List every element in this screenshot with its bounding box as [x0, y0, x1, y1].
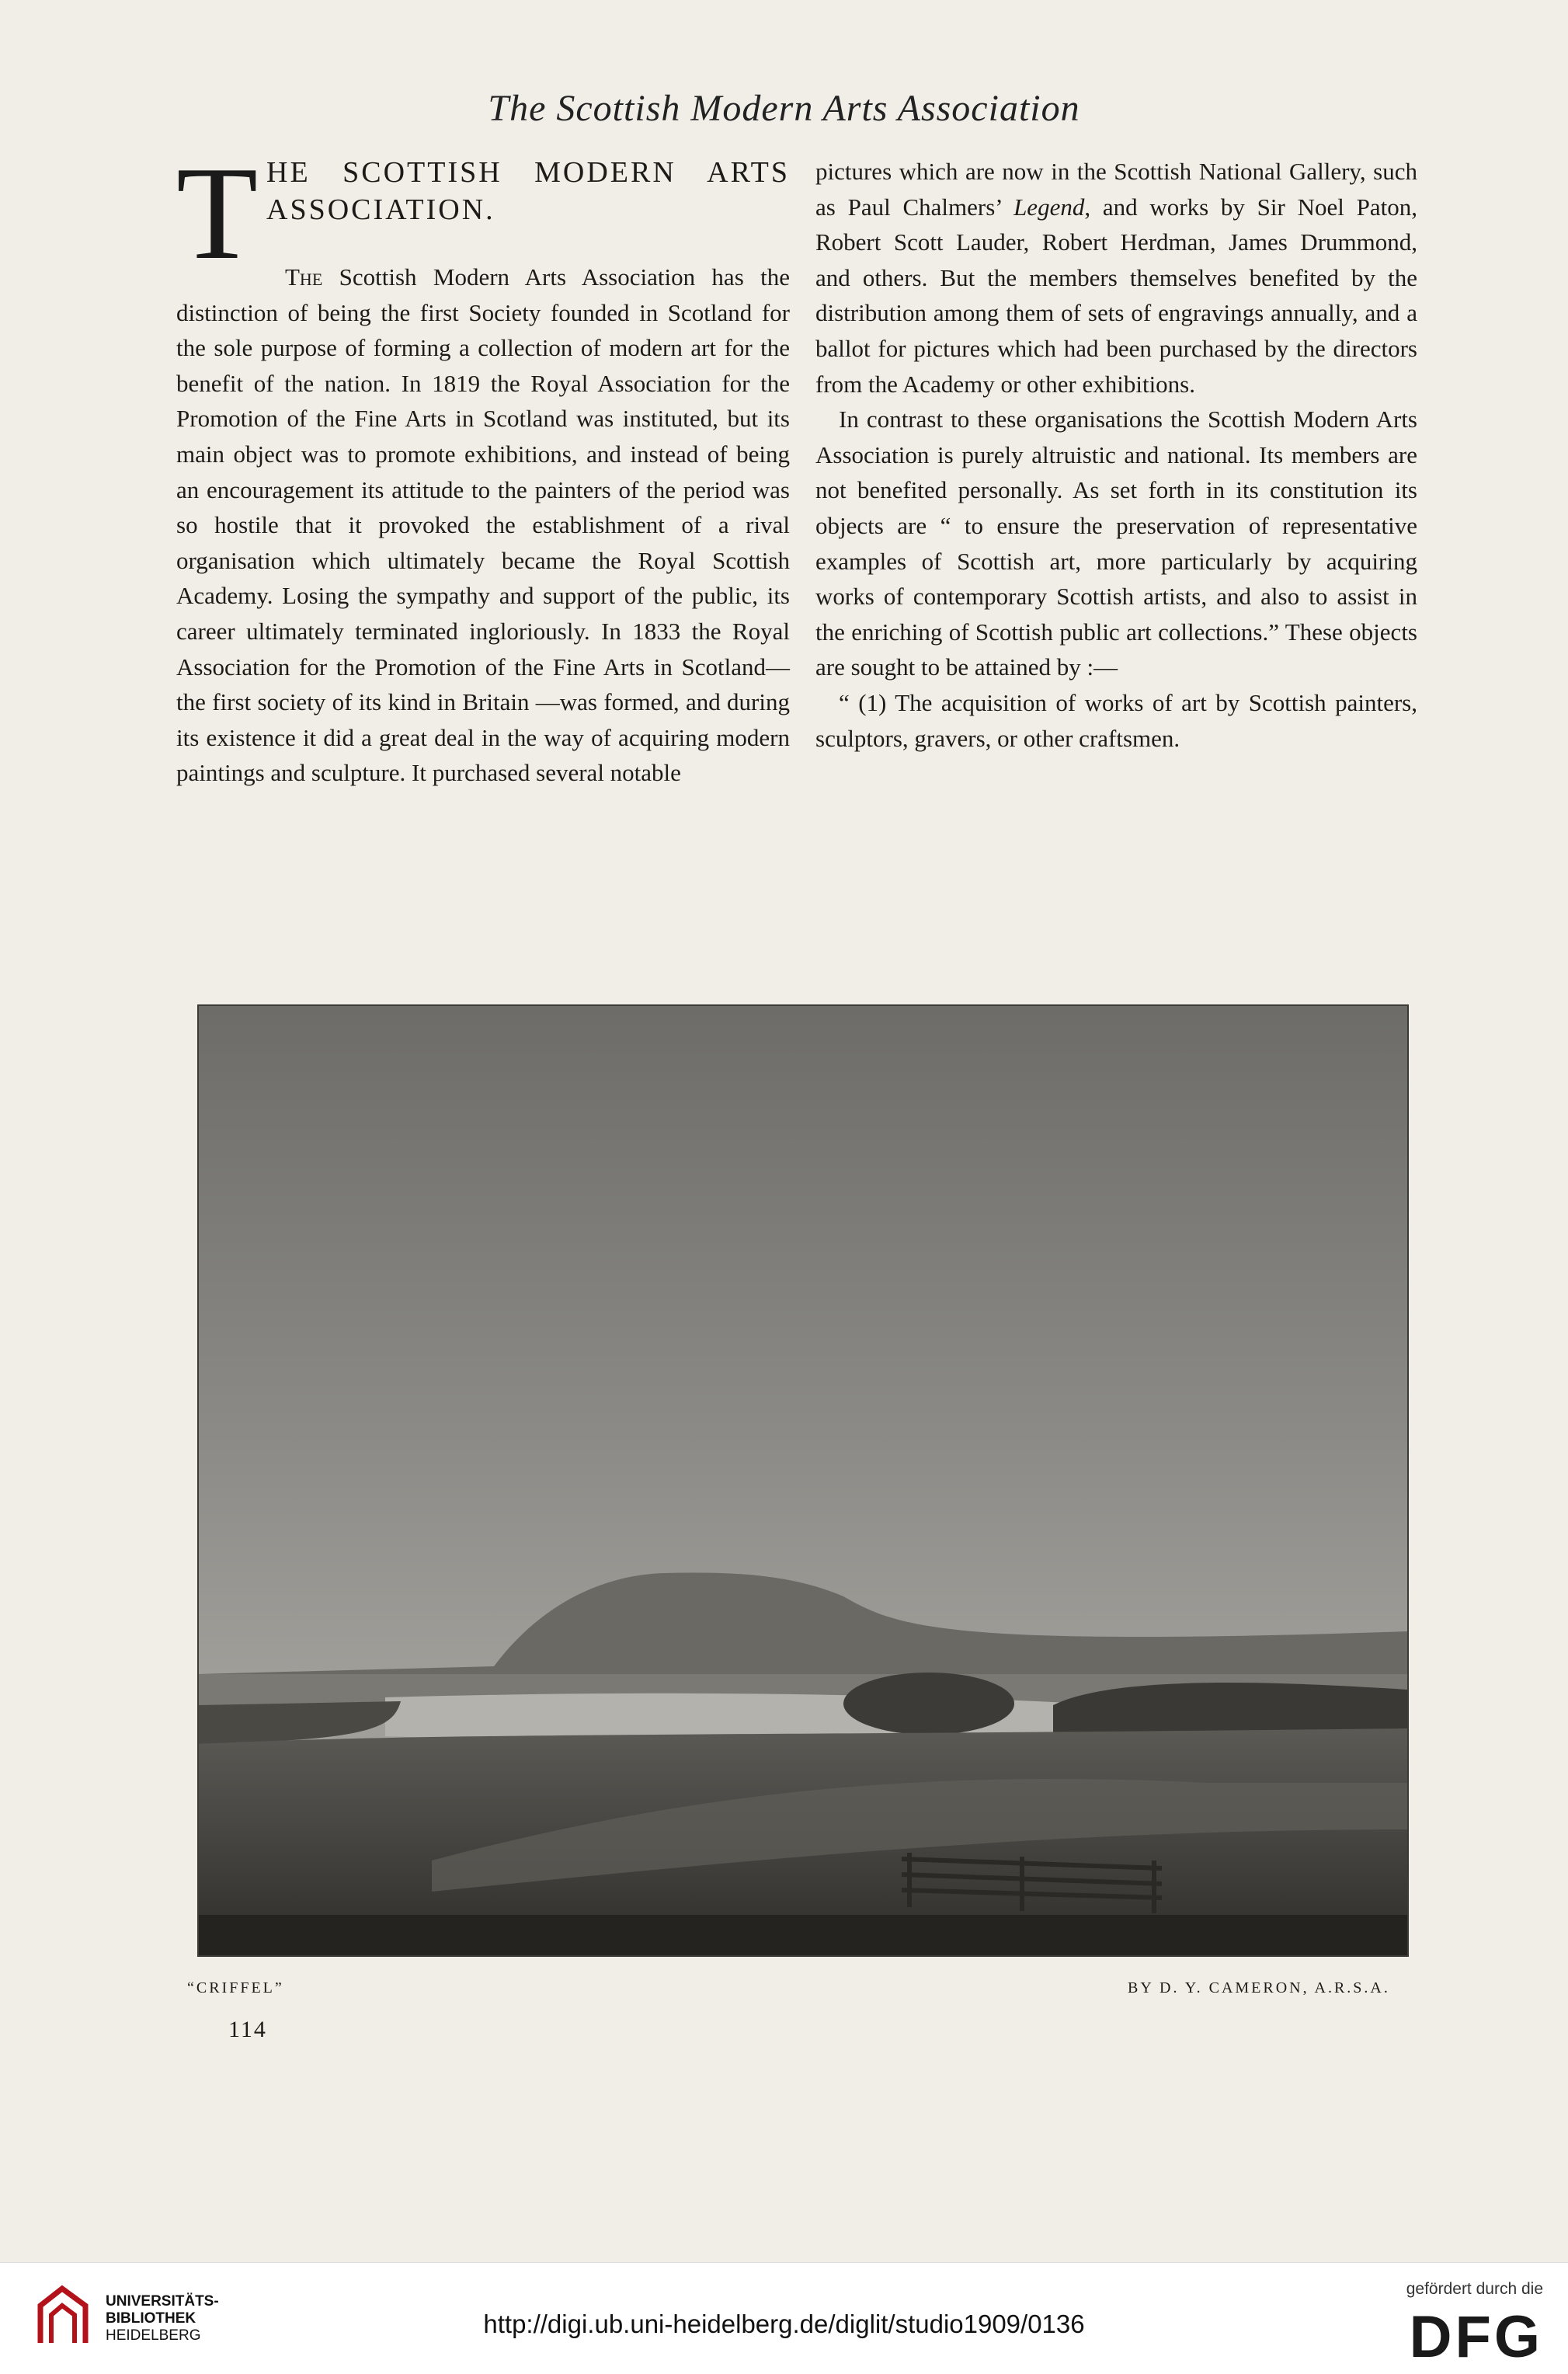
left-column — [176, 140, 790, 791]
library-name-line-2: BIBLIOTHEK — [106, 2310, 196, 2327]
right-paragraph-1-text-b: , and works by Sir Noel Paton, Robert Scott Lauder, Robert Herdman, James Drummond, and others. But the members themselves benefited by the distribution among them of sets of engravings annually, and a ballot for pictures which had been purchased by the directors from the Academy or other exhibitions. — [815, 193, 1417, 398]
right-paragraph-2: In contrast to these organisations the Scottish Modern Arts Association is purely altruistic and national. Its members are not benefited personally. As set forth in its constitution its objects are “ to ensure the preservation of representative examples of Scottish art, more particularly by acquiring works of contemporary Scottish artists, and also to assist in the enriching of Scottish public art collections.” These objects are sought to be attained by :— — [815, 406, 1417, 681]
running-head: The Scottish Modern Arts Association — [488, 88, 1080, 129]
left-paragraph-1-text: Scottish Modern Arts Association has the distinction of being the first Society founded in Scotland for the sole purpose of forming a collection of modern art for the benefit of the nation. In 1819 the Royal Association for the Promotion of the Fine Arts in Scotland was instituted, but its main object was to promote exhibitions, and instead of being an encouragement its attitude to the painters of the period was so hostile that it provoked the establishment of a rival organisation which ultimately became the Royal Scottish Academy. Losing the sympathy and support of the public, its career ultimately terminated ingloriously. In 1833 the Royal Association for the Promotion of the Fine Arts in Scotland—the first society of its kind in Britain —was formed, and during its existence it did a great deal in the way of acquiring modern paintings and sculpture. It purchased several notable — [176, 263, 790, 787]
plate-caption-credit: BY D. Y. CAMERON, A.R.S.A. — [1128, 1979, 1390, 1996]
legend-title: Legend — [1013, 193, 1085, 221]
right-paragraph-1 — [815, 154, 1417, 402]
library-name-line-3: HEIDELBERG — [106, 2327, 201, 2344]
dfg-logo: DFG — [1409, 2304, 1543, 2370]
source-url-link[interactable]: http://digi.ub.uni-heidelberg.de/diglit/studio1909/0136 — [483, 2310, 1085, 2338]
criffel-plate-image — [197, 1004, 1409, 1957]
article-title: HE SCOTTISH MODERN ARTS ASSOCIATION. — [266, 156, 790, 226]
library-name-line-1: UNIVERSITÄTS- — [106, 2293, 219, 2310]
right-paragraph-1-text-a: pictures which are now in the Scottish National Gallery, such as Paul Chalmers’ — [815, 158, 1417, 221]
article-title-block — [176, 140, 790, 287]
funding-note: gefördert durch die — [1406, 2280, 1543, 2298]
right-column — [815, 154, 1417, 756]
drop-cap: T — [176, 140, 259, 287]
foreground-shadow — [199, 1915, 1407, 1955]
left-paragraph-1 — [176, 259, 790, 791]
tree-clump-center — [843, 1673, 1014, 1735]
landscape-illustration — [199, 1006, 1407, 1955]
lead-word: The — [285, 263, 323, 291]
plate-caption-title: “CRIFFEL” — [187, 1979, 284, 1996]
right-paragraph-3: “ (1) The acquisition of works of art by Scottish painters, sculptors, gravers, or other craftsmen. — [815, 688, 1417, 752]
page-number: 114 — [228, 2017, 267, 2042]
